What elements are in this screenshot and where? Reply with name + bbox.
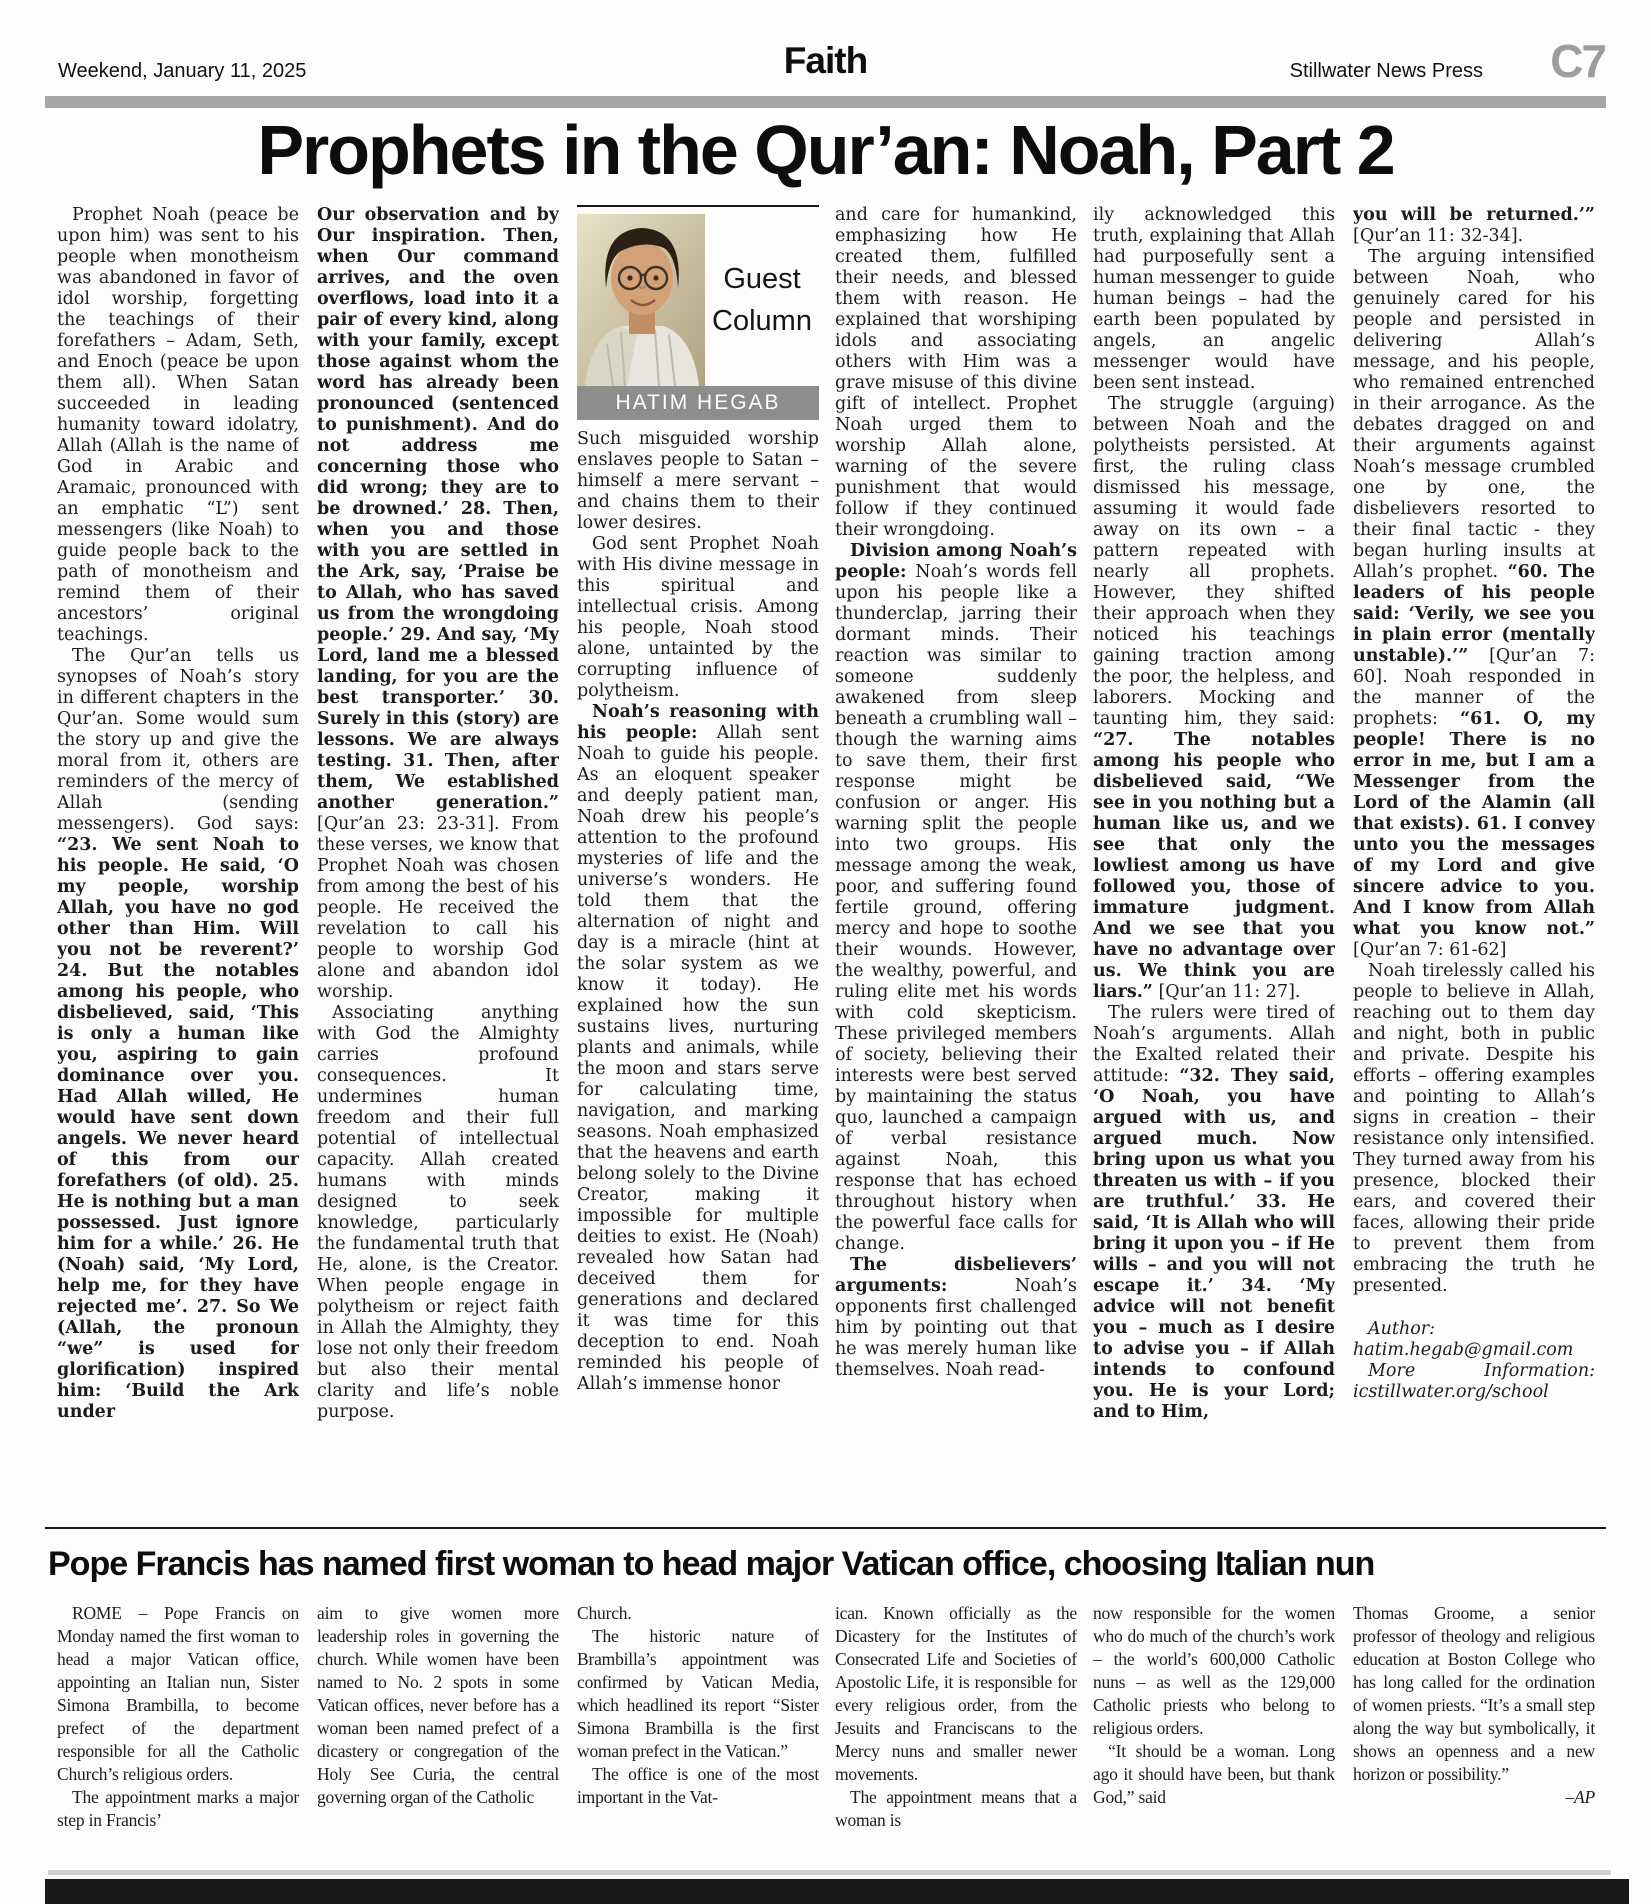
- article-column-4: [835, 205, 1077, 1523]
- paragraph: [57, 205, 299, 646]
- article-column-1: [57, 205, 299, 1523]
- text-run: [Qur’an 11: 32-34].: [1353, 226, 1524, 246]
- text-run: you will be returned.’”: [1353, 205, 1595, 225]
- text-run: The disbelievers’ arguments:: [835, 1255, 1077, 1296]
- text-run: now responsible for the women who do much of the church’s work – the world’s 600,000 Catholic nuns – as well as the 129,000 Catholic priests who belong to religious orders.: [1093, 1603, 1335, 1738]
- text-run: “27. The notables among his people who disbelieved said, “We see in you nothing but a human like us, and we see that only the lowliest among us have followed you, those of immature judgment. And we see that you have no advantage over us. We think you are liars.”: [1093, 730, 1335, 1002]
- paragraph: [1093, 1740, 1335, 1809]
- paper-name: Stillwater News Press: [1289, 60, 1483, 82]
- text-run: The historic nature of Brambilla’s appointment was confirmed by Vatican Media, which headlined its report “Sister Simona Brambilla is the first woman prefect in the Vatican.”: [577, 1626, 819, 1761]
- author-portrait-illustration: [577, 214, 705, 386]
- text-run: ily acknowledged this truth, explaining that Allah had purposefully sent a human messenger to guide human beings – had the earth been populated by angels, an angelic messenger would have been sent instead.: [1093, 205, 1335, 393]
- text-run: Church.: [577, 1603, 632, 1623]
- main-article-body: [57, 205, 1602, 1523]
- paragraph: [1093, 394, 1335, 1003]
- section-title: Faith: [783, 40, 868, 81]
- article-column-2: [317, 205, 559, 1523]
- article-column-6: [1353, 205, 1595, 1523]
- guest-label-line2: Column: [712, 305, 812, 337]
- guest-column-box: [577, 205, 819, 420]
- paragraph: [835, 205, 1077, 541]
- guest-label-line1: Guest: [723, 262, 801, 295]
- text-run: “It should be a woman. Long ago it should have been, but thank God,” said: [1093, 1741, 1335, 1807]
- author-photo: [577, 214, 705, 386]
- text-run: Allah sent Noah to guide his people. As an eloquent speaker and deeply patient man, Noah drew his people’s attention to the profound mysteries of life and the universe’s wonders. He told them that the alternation of night and day is a miracle (hint at the solar system as we know it today). He explained how the sun sustains lives, nurturing plants and animals, while the moon and stars serve for calculating time, navigation, and marking seasons. Noah emphasized that the heavens and earth belong solely to the Divine Creator, making it impossible for multiple deities to exist. He (Noah) revealed how Satan had deceived them for generations and declared it was time for this deception to end. Noah reminded his people of Allah’s immense honor: [577, 723, 819, 1394]
- paragraph: [1353, 1361, 1595, 1403]
- paragraph: [1353, 1319, 1595, 1361]
- text-run: “60. The leaders of his people said: ‘Verily, we see you in plain error (mentally unstable).’”: [1353, 562, 1595, 666]
- text-run: Division among Noah’s people:: [835, 541, 1077, 582]
- text-run: The rulers were tired of Noah’s arguments. Allah the Exalted related their attitude:: [1093, 1003, 1335, 1086]
- paragraph: [1353, 1786, 1595, 1809]
- text-run: The office is one of the most important in the Vat-: [577, 1764, 819, 1807]
- guest-box-top: [577, 214, 819, 386]
- bottom-column-3: [577, 1602, 819, 1868]
- text-run: Thomas Groome, a senior professor of theology and religious education at Boston College who has long called for the ordination of women priests. “It’s a small step along the way but symbolically, it shows an openness and a new horizon or possibility.”: [1353, 1603, 1595, 1784]
- article-column-5: [1093, 205, 1335, 1523]
- text-run: Noah’s opponents first challenged him by pointing out that he was merely human like themselves. Noah read-: [835, 1276, 1077, 1380]
- paragraph: [1093, 1602, 1335, 1740]
- bottom-headline: Pope Francis has named first woman to head major Vatican office, choosing Italian nun: [48, 1545, 1375, 1583]
- paragraph: [317, 1003, 559, 1423]
- paragraph: [835, 1786, 1077, 1832]
- paragraph: [835, 541, 1077, 1255]
- text-run: Our observation and by Our inspiration. Then, when Our command arrives, and the oven overflows, load into it a pair of every kind, along with your family, except those against whom the word has already been pronounced (sentenced to punishment). And do not address me concerning those who did wrong; they are to be drowned.’ 28. Then, when you and those with you are settled in the Ark, say, ‘Praise be to Allah, who has saved us from the wrongdoing people.’ 29. And say, ‘My Lord, land me a blessed landing, for you are the best transporter.’ 30. Surely in this (story) are lessons. We are always testing. 31. Then, after them, We established another generation.”: [317, 205, 559, 813]
- bottom-column-6: [1353, 1602, 1595, 1868]
- text-run: “61. O, my people! There is no error in me, but I am a Messenger from the Lord of the Alamin (all that exists). 61. I convey unto you the messages of my Lord and give sincere advice to you. And I know from Allah what you know not.”: [1353, 709, 1595, 939]
- text-run: More Information: icstillwater.org/school: [1353, 1361, 1595, 1402]
- paragraph: [1353, 247, 1595, 961]
- text-run: The appointment means that a woman is: [835, 1787, 1077, 1830]
- bottom-article-body: [57, 1602, 1602, 1868]
- header-divider-bar: [45, 96, 1606, 108]
- paragraph: [317, 1602, 559, 1809]
- text-run: –AP: [1565, 1787, 1595, 1807]
- bottom-gray-strip: [48, 1870, 1611, 1875]
- text-run: Noah’s reasoning with his people:: [577, 702, 819, 743]
- article-column-3: [577, 205, 819, 1523]
- paragraph: [1353, 1602, 1595, 1786]
- text-run: ican. Known officially as the Dicastery for the Institutes of Consecrated Life and Societies of Apostolic Life, it is responsible for every religious order, from the Jesuits and Franciscans to the Mercy nuns and smaller newer movements.: [835, 1603, 1077, 1784]
- bottom-column-1: [57, 1602, 299, 1868]
- paragraph: [57, 1786, 299, 1832]
- paragraph: [577, 1625, 819, 1763]
- paragraph: [577, 1763, 819, 1809]
- text-run: The struggle (arguing) between Noah and the polytheists persisted. At first, the ruling class dismissed his message, assuming it would fade away on its own – a pattern repeated with nearly all prophets. However, they shifted their approach when they noticed his teachings gaining traction among the poor, the helpless, and laborers. Mocking and taunting him, they said:: [1093, 394, 1335, 729]
- text-run: The Qur’an tells us synopses of Noah’s story in different chapters in the Qur’an. Some would sum the story up and give the moral from it, others are reminders of the mercy of Allah (sending messengers). God says:: [57, 646, 299, 834]
- paragraph: [1093, 1003, 1335, 1423]
- page-number: C7: [1550, 35, 1605, 87]
- bottom-ad-strip: [45, 1879, 1629, 1904]
- text-run: Associating anything with God the Almighty carries profound consequences. It undermines human freedom and their full potential of intellectual capacity. Allah created humans with minds designed to seek knowledge, particularly the fundamental truth that He, alone, is the Creator. When people engage in polytheism or reject faith in Allah the Almighty, they lose not only their freedom but also their mental clarity and life’s noble purpose.: [317, 1003, 559, 1422]
- text-run: Noah’s words fell upon his people like a thunderclap, jarring their dormant minds. Their reaction was similar to someone suddenly awakened from sleep beneath a crumbling wall – though the warning aims to save them, their first response might be confusion or anger. His warning split the people into two groups. His message among the weak, poor, and suffering found fertile ground, offering mercy and hope to soothe their wounds. However, the wealthy, powerful, and ruling elite met his words with cold skepticism. These privileged members of society, believing their interests were best served by maintaining the status quo, launched a campaign of verbal resistance against Noah, this response that has echoed throughout history when the powerful face calls for change.: [835, 562, 1077, 1254]
- paragraph: [577, 534, 819, 702]
- text-run: [Qur’an 23: 23-31]. From these verses, we know that Prophet Noah was chosen from among the best of his people. He received the revelation to call his people to worship God alone and abandon idol worship.: [317, 814, 559, 1002]
- paragraph: [577, 702, 819, 1395]
- text-run: and care for humankind, emphasizing how He created them, fulfilled their needs, and blessed them with reason. He explained that worshiping idols and associating others with Him was a grave misuse of this divine gift of intellect. Prophet Noah urged them to worship Allah alone, warning of the severe punishment that would follow if they continued their wrongdoing.: [835, 205, 1077, 540]
- paragraph: [1093, 205, 1335, 394]
- text-run: aim to give women more leadership roles in governing the church. While women have been named to No. 2 spots in some Vatican offices, never before has a woman been named prefect of a dicastery or congregation of the Holy See Curia, the central governing organ of the Catholic: [317, 1603, 559, 1807]
- paragraph: [577, 429, 819, 534]
- text-run: “23. We sent Noah to his people. He said, ‘O my people, worship Allah, you have no god other than Him. Will you not be reverent?’ 24. But the notables among his people, who disbelieved, said, ‘This is only a human like you, aspiring to gain dominance over you. Had Allah willed, He would have sent down angels. We never heard of this from our forefathers (of old). 25. He is nothing but a man possessed. Just ignore him for a while.’ 26. He (Noah) said, ‘My Lord, help me, for they have rejected me’. 27. So We (Allah, the pronoun “we” is used for glorification) inspired him: ‘Build the Ark under: [57, 835, 299, 1422]
- paragraph: [57, 1602, 299, 1786]
- text-run: [Qur’an 11: 27].: [1152, 982, 1301, 1002]
- bottom-column-4: [835, 1602, 1077, 1868]
- paragraph: [1353, 205, 1595, 247]
- text-run: [Qur’an 7: 61-62]: [1353, 940, 1507, 960]
- paragraph: [317, 205, 559, 1003]
- paragraph: [577, 1602, 819, 1625]
- text-run: Noah tirelessly called his people to believe in Allah, reaching out to them day and night, both in public and private. Despite his efforts – offering examples and pointing to Allah’s signs in creation – their resistance only intensified. They turned away from his presence, blocked their ears, and covered their faces, allowing their pride to prevent them from embracing the truth he presented.: [1353, 961, 1595, 1296]
- text-run: “32. They said, ‘O Noah, you have argued with us, and argued much. Now bring upon us what you threaten us with – if you are truthful.’ 33. He said, ‘It is Allah who will bring it upon you – if He wills – and you will not escape it.’ 34. ‘My advice will not benefit you – much as I desire to advise you – if Allah intends to confound you. He is your Lord; and to Him,: [1093, 1066, 1335, 1422]
- text-run: The arguing intensified between Noah, who genuinely cared for his people and persisted in delivering Allah’s message, and his people, who remained entrenched in their arrogance. As the debates dragged on and their arguments against Noah’s message crumbled one by one, the disbelievers resorted to their final tactic - they began hurling insults at Allah’s prophet.: [1353, 247, 1595, 582]
- text-run: Such misguided worship enslaves people to Satan – himself a mere servant – and chains them to their lower desires.: [577, 429, 819, 533]
- paragraph: [835, 1602, 1077, 1786]
- paragraph: [1353, 961, 1595, 1297]
- text-run: Prophet Noah (peace be upon him) was sent to his people when monotheism was abandoned in favor of idol worship, forgetting the teachings of their forefathers – Adam, Seth, and Enoch (peace be upon them all). When Satan succeeded in leading humanity toward idolatry, Allah (Allah is the name of God in Arabic and Aramaic, pronounced with an emphatic “L”) sent messengers (like Noah) to guide people back to the path of monotheism and remind them of their ancestors’ original teachings.: [57, 205, 299, 645]
- issue-date: Weekend, January 11, 2025: [58, 60, 307, 82]
- paragraph: [57, 646, 299, 1423]
- guest-column-label: [705, 214, 819, 386]
- paragraph: [835, 1255, 1077, 1381]
- text-run: God sent Prophet Noah with His divine message in this spiritual and intellectual crisis. Among his people, Noah stood alone, untainted by the corrupting influence of polytheism.: [577, 534, 819, 701]
- text-run: ROME – Pope Francis on Monday named the first woman to head a major Vatican office, appointing an Italian nun, Sister Simona Brambilla, to become prefect of the department responsible for all the Catholic Church’s religious orders.: [57, 1603, 299, 1784]
- text-run: [Qur’an 7: 60]. Noah responded in the manner of the prophets:: [1353, 646, 1595, 729]
- bottom-column-5: [1093, 1602, 1335, 1868]
- bottom-column-2: [317, 1602, 559, 1868]
- author-name-banner: HATIM HEGAB: [577, 386, 819, 420]
- main-headline: Prophets in the Qur’an: Noah, Part 2: [257, 111, 1394, 189]
- article-separator-rule: [45, 1527, 1606, 1529]
- text-run: The appointment marks a major step in Francis’: [57, 1787, 299, 1830]
- text-run: Author: hatim.hegab@gmail.com: [1353, 1319, 1574, 1360]
